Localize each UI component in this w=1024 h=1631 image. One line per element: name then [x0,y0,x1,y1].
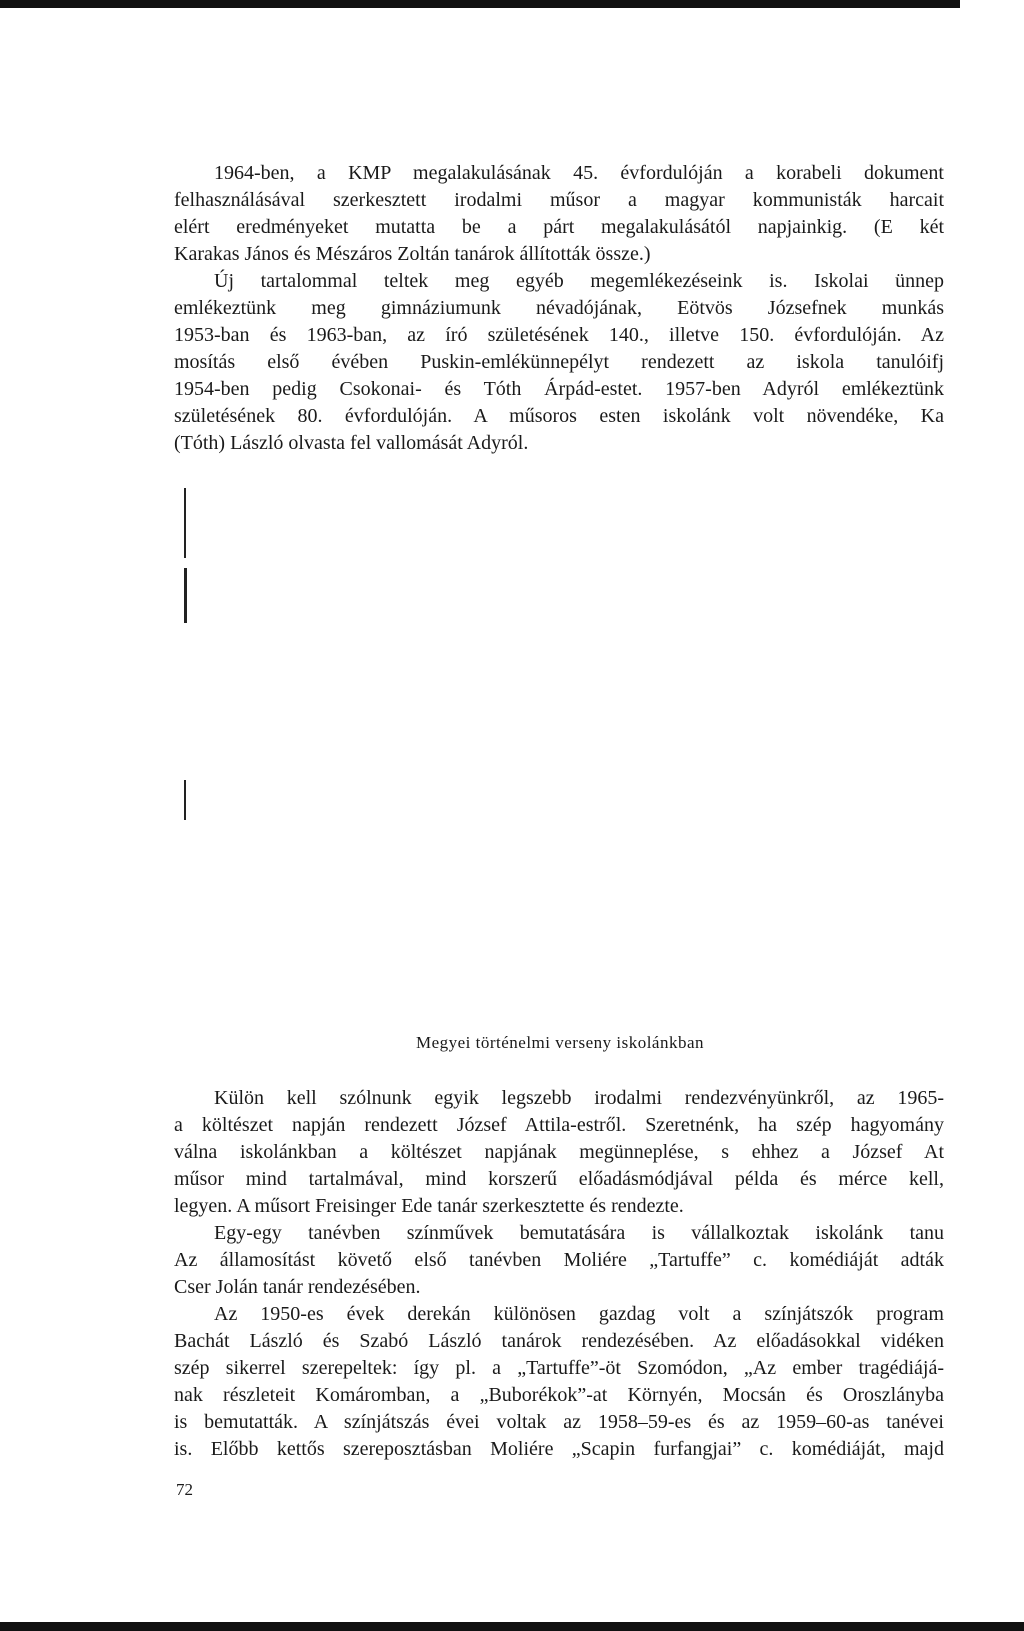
text-line: 1953-ban és 1963-ban, az író születésének 140., illetve 150. évfordulóján. Az [174,324,944,346]
text-line: műsor mind tartalmával, mind korszerű előadásmódjával példa és mérce kell, [174,1168,944,1190]
text-line: válna iskolánkban a költészet napjának megünneplése, s ehhez a József At [174,1141,944,1163]
photo-edge-mark [184,568,187,623]
text-line: is bemutatták. A színjátszás évei voltak az 1958–59-es és az 1959–60-as tanévei [174,1411,944,1433]
text-line: 1954-ben pedig Csokonai- és Tóth Árpád-estet. 1957-ben Adyról emlékeztünk [174,378,944,400]
text-line: Bachát László és Szabó László tanárok rendezésében. Az előadásokkal vidéken [174,1330,944,1352]
top-scan-border [0,0,960,8]
text-line: mosítás első évében Puskin-emlékünnepélyt rendezett az iskola tanulóifj [174,351,944,373]
text-line: is. Előbb kettős szereposztásban Moliére „Scapin furfangjai” c. komédiáját, majd [174,1438,944,1460]
text-line: szép sikerrel szerepeltek: így pl. a „Tartuffe”-öt Szomódon, „Az ember tragédiájá- [174,1357,944,1379]
photo-edge-mark [184,780,186,820]
text-line: születésének 80. évfordulóján. A műsoros esten iskolánk volt növendéke, Ka [174,405,944,427]
text-line: Új tartalommal teltek meg egyéb megemlékezéseink is. Iskolai ünnep [214,270,944,292]
text-line: Egy-egy tanévben színművek bemutatására is vállalkoztak iskolánk tanu [214,1222,944,1244]
text-line: Az 1950-es évek derekán különösen gazdag volt a színjátszók program [214,1303,944,1325]
text-line: felhasználásával szerkesztett irodalmi műsor a magyar kommunisták harcait [174,189,944,211]
photo-placeholder [184,478,914,1008]
text-line: nak részleteit Komáromban, a „Buborékok”-at Környén, Mocsán és Oroszlányba [174,1384,944,1406]
text-line: 1964-ben, a KMP megalakulásának 45. évfordulóján a korabeli dokument [214,162,944,184]
text-line: Külön kell szólnunk egyik legszebb irodalmi rendezvényünkről, az 1965- [214,1087,944,1109]
text-line: Az államosítást követő első tanévben Moliére „Tartuffe” c. komédiáját adták [174,1249,944,1271]
text-line: (Tóth) László olvasta fel vallomását Adyról. [174,432,529,454]
body-text-upper [174,160,944,457]
text-line: emlékeztünk meg gimnáziumunk névadójának, Eötvös Józsefnek munkás [174,297,944,319]
body-text-lower [174,1085,944,1463]
photo-caption: Megyei történelmi verseny iskolánkban [415,1033,705,1052]
text-line: Karakas János és Mészáros Zoltán tanárok állították össze.) [174,243,651,265]
bottom-scan-border [0,1622,1024,1631]
photo-edge-mark [184,488,186,558]
text-line: elért eredményeket mutatta be a párt megalakulásától napjainkig. (E két [174,216,944,238]
text-line: legyen. A műsort Freisinger Ede tanár szerkesztette és rendezte. [174,1195,684,1217]
text-line: Cser Jolán tanár rendezésében. [174,1276,421,1298]
page-number: 72 [176,1480,193,1499]
text-line: a költészet napján rendezett József Attila-estről. Szeretnénk, ha szép hagyomány [174,1114,944,1136]
